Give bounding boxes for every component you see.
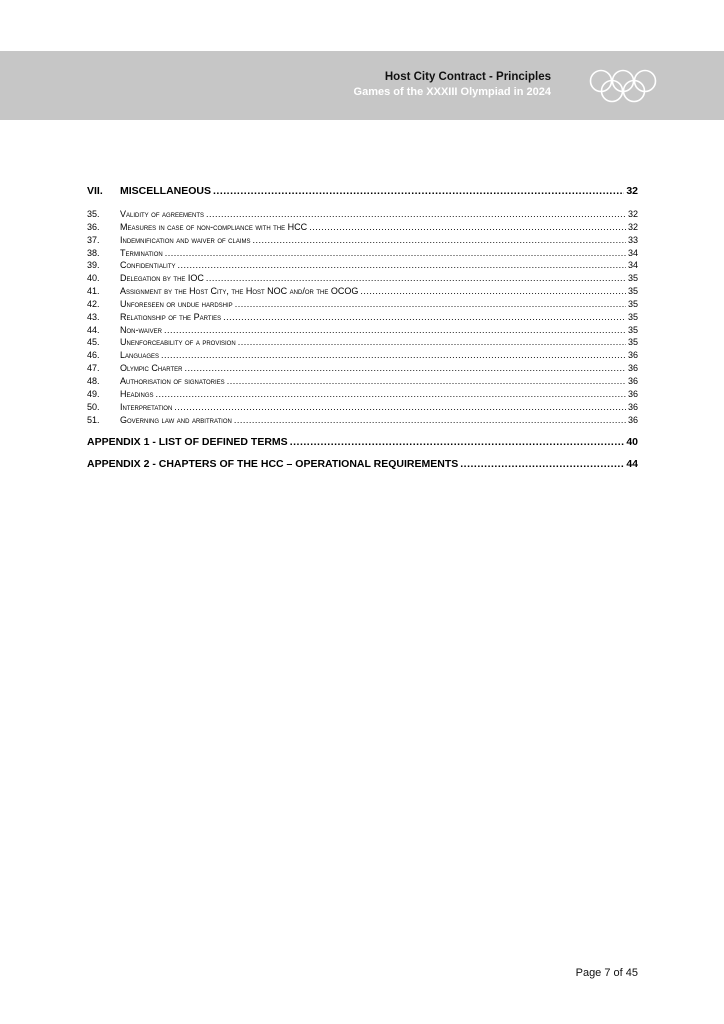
toc-appendix-1[interactable] bbox=[87, 434, 638, 450]
item-page: 36 bbox=[627, 375, 638, 386]
toc-item-45[interactable] bbox=[87, 336, 638, 349]
item-title: Unenforceability of a provision bbox=[120, 337, 236, 348]
item-number: 47. bbox=[87, 363, 100, 374]
dot-leader bbox=[164, 324, 626, 337]
item-title: Termination bbox=[120, 247, 163, 258]
item-number: 35. bbox=[87, 209, 100, 219]
item-number: 41. bbox=[87, 286, 100, 297]
item-title: Assignment by the Host City, the Host NOC and/or the OCOG bbox=[120, 286, 359, 297]
toc-item-41[interactable] bbox=[87, 285, 638, 298]
dot-leader bbox=[253, 234, 626, 247]
toc-item-38[interactable] bbox=[87, 247, 638, 260]
item-title: Indemnification and waiver of claims bbox=[120, 234, 251, 245]
item-page: 32 bbox=[627, 209, 638, 219]
item-page: 34 bbox=[627, 247, 638, 258]
toc-item-42[interactable] bbox=[87, 298, 638, 311]
appendix-page: 40 bbox=[626, 436, 638, 449]
header-title: Host City Contract - Principles bbox=[384, 71, 551, 83]
appendix-title: APPENDIX 1 - LIST OF DEFINED TERMS bbox=[87, 436, 288, 449]
dot-leader bbox=[161, 349, 626, 362]
item-page: 35 bbox=[627, 311, 638, 322]
toc-item-40[interactable] bbox=[87, 272, 638, 285]
chapter-number: VII. bbox=[87, 185, 103, 197]
toc-item-44[interactable] bbox=[87, 324, 638, 337]
item-title: Delegation by the IOC bbox=[120, 273, 204, 284]
item-page: 35 bbox=[627, 286, 638, 297]
dot-leader bbox=[460, 456, 624, 472]
dot-leader bbox=[309, 221, 626, 234]
item-number: 50. bbox=[87, 401, 100, 412]
dot-leader bbox=[184, 362, 626, 375]
toc-item-48[interactable] bbox=[87, 375, 638, 388]
item-number: 44. bbox=[87, 324, 100, 335]
item-number: 36. bbox=[87, 221, 100, 232]
item-number: 39. bbox=[87, 260, 100, 271]
dot-leader bbox=[206, 272, 626, 285]
item-page: 36 bbox=[627, 401, 638, 412]
toc-item-50[interactable] bbox=[87, 401, 638, 414]
dot-leader bbox=[178, 259, 626, 272]
dot-leader bbox=[156, 388, 626, 401]
item-number: 43. bbox=[87, 311, 100, 322]
dot-leader bbox=[223, 311, 626, 324]
item-number: 46. bbox=[87, 350, 100, 361]
chapter-page: 32 bbox=[626, 185, 638, 197]
item-title: Confidentiality bbox=[120, 260, 176, 271]
item-page: 36 bbox=[627, 363, 638, 374]
item-title: Olympic Charter bbox=[120, 363, 183, 374]
appendix-title: APPENDIX 2 - CHAPTERS OF THE HCC – OPERATIONAL REQUIREMENTS bbox=[87, 458, 459, 471]
toc-item-list bbox=[87, 208, 638, 426]
dot-leader bbox=[213, 183, 624, 199]
table-of-contents bbox=[87, 183, 638, 472]
item-page: 36 bbox=[627, 388, 638, 399]
toc-item-36[interactable] bbox=[87, 221, 638, 234]
toc-item-37[interactable] bbox=[87, 234, 638, 247]
header-subtitle: Games of the XXXIII Olympiad in 2024 bbox=[353, 86, 551, 98]
toc-item-51[interactable] bbox=[87, 414, 638, 427]
page-header bbox=[0, 51, 724, 120]
item-page: 36 bbox=[627, 414, 638, 425]
olympic-rings-icon bbox=[588, 68, 658, 104]
item-page: 32 bbox=[627, 221, 638, 232]
item-page: 35 bbox=[627, 337, 638, 348]
item-number: 37. bbox=[87, 234, 100, 245]
toc-item-47[interactable] bbox=[87, 362, 638, 375]
item-page: 36 bbox=[627, 350, 638, 361]
toc-chapter-entry[interactable] bbox=[87, 183, 638, 199]
toc-item-35[interactable] bbox=[87, 208, 638, 221]
header-text-block bbox=[354, 70, 551, 100]
chapter-title: MISCELLANEOUS bbox=[120, 185, 212, 197]
dot-leader bbox=[206, 208, 626, 221]
item-number: 49. bbox=[87, 388, 100, 399]
item-title: Measures in case of non-compliance with the HCC bbox=[120, 221, 308, 232]
dot-leader bbox=[165, 247, 626, 260]
appendix-page: 44 bbox=[626, 458, 638, 471]
item-title: Authorisation of signatories bbox=[120, 375, 225, 386]
item-title: Non-waiver bbox=[120, 324, 162, 335]
item-number: 51. bbox=[87, 414, 100, 425]
item-page: 35 bbox=[627, 273, 638, 284]
dot-leader bbox=[227, 375, 626, 388]
toc-item-46[interactable] bbox=[87, 349, 638, 362]
dot-leader bbox=[290, 434, 625, 450]
item-title: Headings bbox=[120, 388, 154, 399]
item-number: 38. bbox=[87, 247, 100, 258]
item-number: 45. bbox=[87, 337, 100, 348]
toc-item-49[interactable] bbox=[87, 388, 638, 401]
dot-leader bbox=[234, 414, 626, 427]
item-title: Interpretation bbox=[120, 401, 173, 412]
item-title: Languages bbox=[120, 350, 160, 361]
item-title: Governing law and arbitration bbox=[120, 414, 232, 425]
item-title: Validity of agreements bbox=[120, 209, 205, 219]
item-page: 33 bbox=[627, 234, 638, 245]
toc-item-39[interactable] bbox=[87, 259, 638, 272]
page-number: Page 7 of 45 bbox=[575, 967, 638, 979]
dot-leader bbox=[238, 336, 626, 349]
item-title: Relationship of the Parties bbox=[120, 311, 222, 322]
item-page: 35 bbox=[627, 324, 638, 335]
item-title: Unforeseen or undue hardship bbox=[120, 298, 233, 309]
item-page: 34 bbox=[627, 260, 638, 271]
dot-leader bbox=[174, 401, 626, 414]
item-number: 42. bbox=[87, 298, 100, 309]
item-number: 48. bbox=[87, 375, 100, 386]
dot-leader bbox=[360, 285, 626, 298]
toc-item-43[interactable] bbox=[87, 311, 638, 324]
toc-appendix-2[interactable] bbox=[87, 456, 638, 472]
dot-leader bbox=[235, 298, 626, 311]
item-page: 35 bbox=[627, 298, 638, 309]
item-number: 40. bbox=[87, 273, 100, 284]
